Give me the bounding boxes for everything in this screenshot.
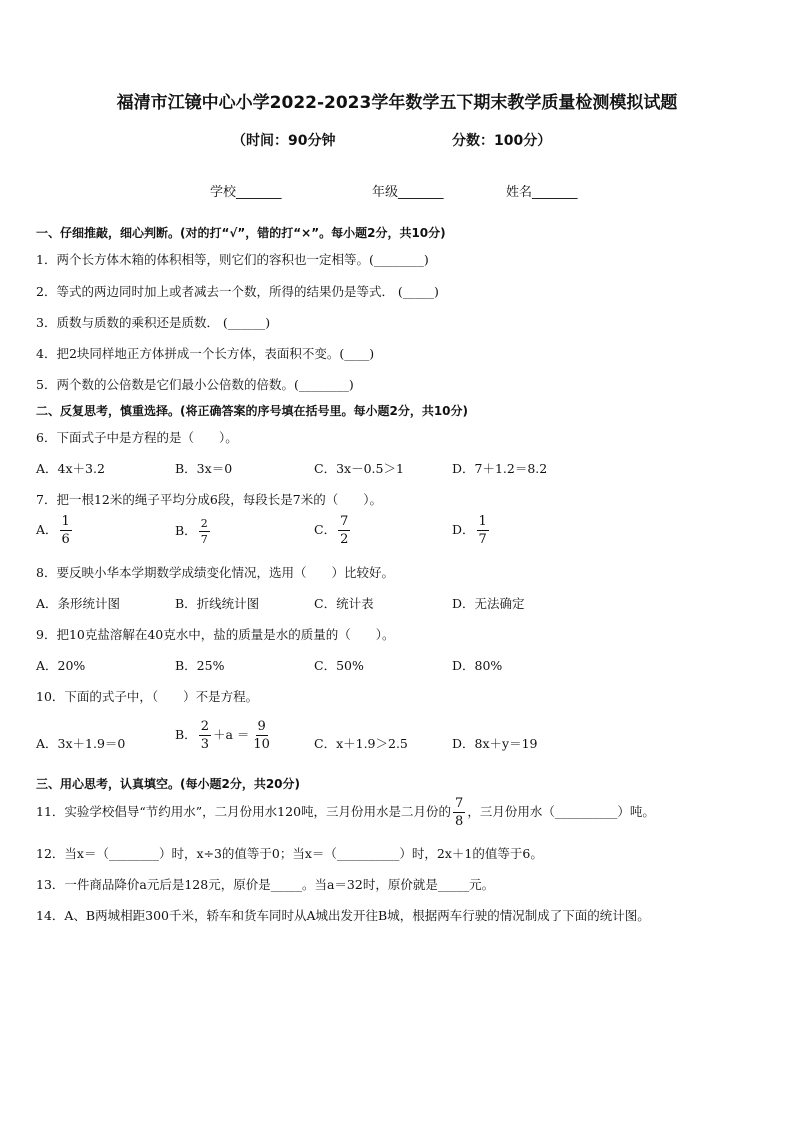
q7-option-b [175, 518, 212, 545]
section-1-heading: 一、仔细推敲，细心判断。(对的打“√”，错的打“×”。每小题2分，共10分) [36, 226, 446, 240]
q6-option-d: D．7＋1.2＝8.2 [452, 461, 548, 476]
question-13: 13．一件商品降价a元后是128元，原价是_____。当a＝32时，原价就是_____元。 [36, 877, 495, 892]
q7-option-b-label: B． [175, 523, 197, 538]
section-2-heading: 二、反复思考，慎重选择。(将正确答案的序号填在括号里。每小题2分，共10分) [36, 404, 469, 418]
q7-option-d-label: D． [452, 522, 475, 537]
denominator: 10 [253, 737, 270, 752]
q10-option-b-fraction-2 [251, 720, 272, 751]
question-12: 12．当x＝（________）时，x÷3的值等于0；当x＝（__________）时，2x＋1的值等于6。 [36, 846, 543, 861]
numerator: 2 [200, 517, 208, 530]
q6-option-a: A．4x＋3.2 [36, 461, 105, 476]
q10-option-d: D．8x＋y＝19 [452, 736, 538, 751]
denominator: 2 [340, 532, 349, 547]
q7-option-a-label: A． [36, 522, 58, 537]
q8-option-c: C．统计表 [314, 596, 374, 611]
q7-option-d [452, 515, 491, 546]
q9-option-b: B．25% [175, 658, 225, 673]
grade-field: 年级_______ [372, 185, 444, 200]
q7-option-d-fraction [477, 515, 489, 546]
denominator: 7 [200, 533, 208, 546]
question-5: 5．两个数的公倍数是它们最小公倍数的倍数。(________) [36, 377, 354, 392]
q10-option-b [175, 720, 274, 751]
exam-time: （时间：90分钟 [232, 133, 336, 149]
q10-option-b-fraction-1 [199, 720, 211, 751]
q7-option-a [36, 515, 74, 546]
question-2: 2．等式的两边同时加上或者减去一个数，所得的结果仍是等式． (_____) [36, 284, 439, 299]
q9-option-d: D．80% [452, 658, 503, 673]
name-field: 姓名_______ [506, 185, 578, 200]
page-title: 福清市江镜中心小学2022-2023学年数学五下期末教学质量检测模拟试题 [116, 93, 678, 113]
q7-option-c-label: C． [314, 522, 337, 537]
q8-option-b: B．折线统计图 [175, 596, 260, 611]
q6-option-c: C．3x－0.5＞1 [314, 461, 404, 476]
numerator: 7 [455, 796, 464, 811]
school-field: 学校_______ [210, 185, 282, 200]
q10-option-c: C．x＋1.9＞2.5 [314, 736, 408, 751]
numerator: 1 [61, 514, 70, 529]
numerator: 1 [478, 514, 487, 529]
numerator: 9 [257, 719, 266, 734]
question-3: 3．质数与质数的乘积还是质数． (______) [36, 315, 271, 330]
q7-option-c-fraction [338, 515, 350, 546]
question-6: 6．下面式子中是方程的是（ ）。 [36, 430, 238, 445]
numerator: 7 [340, 514, 349, 529]
exam-score: 分数：100分） [452, 133, 552, 149]
q6-option-b: B．3x＝0 [175, 461, 233, 476]
q9-option-c: C．50% [314, 658, 364, 673]
denominator: 7 [478, 532, 487, 547]
q7-option-b-fraction [199, 518, 210, 545]
section-3-heading: 三、用心思考，认真填空。(每小题2分，共20分) [36, 777, 301, 791]
question-11-text: 11．实验学校倡导“节约用水”，二月份用水120吨，三月份用水是二月份的 [36, 804, 452, 819]
question-9: 9．把10克盐溶解在40克水中，盐的质量是水的质量的（ ）。 [36, 627, 395, 642]
denominator: 6 [61, 532, 70, 547]
question-4: 4．把2块同样地正方体拼成一个长方体，表面积不变。(____) [36, 346, 375, 361]
question-11-fraction [453, 797, 465, 828]
q7-option-a-fraction [60, 515, 72, 546]
question-10: 10．下面的式子中，（ ）不是方程。 [36, 689, 259, 704]
q7-option-c [314, 515, 352, 546]
question-11 [36, 797, 655, 828]
q8-option-a: A．条形统计图 [36, 596, 121, 611]
question-11-blank: ，三月份用水（__________）吨。 [467, 804, 655, 819]
q10-option-b-operator: ＋a ＝ [212, 727, 250, 742]
q8-option-d: D．无法确定 [452, 596, 525, 611]
denominator: 3 [200, 737, 209, 752]
q10-option-a: A．3x＋1.9＝0 [36, 736, 126, 751]
question-8: 8．要反映小华本学期数学成绩变化情况，选用（ ）比较好。 [36, 565, 394, 580]
numerator: 2 [200, 719, 209, 734]
q9-option-a: A．20% [36, 658, 86, 673]
question-1: 1．两个长方体木箱的体积相等，则它们的容积也一定相等。(________) [36, 252, 429, 267]
denominator: 8 [455, 814, 464, 829]
question-7: 7．把一根12米的绳子平均分成6段，每段长是7米的（ ）。 [36, 492, 383, 507]
q10-option-b-label: B． [175, 727, 197, 742]
question-14: 14．A、B两城相距300千米，轿车和货车同时从A城出发开往B城，根据两车行驶的情况制成了下面的统计图。 [36, 908, 650, 923]
